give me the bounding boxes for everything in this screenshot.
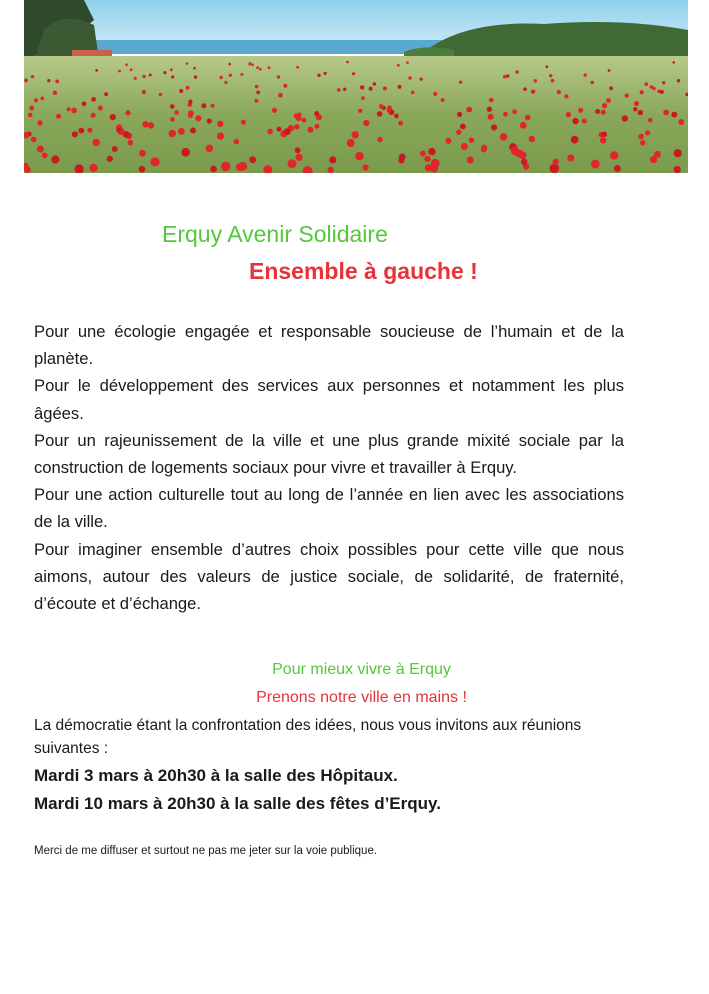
poppy-flower [506, 74, 509, 77]
invitation-text [34, 714, 594, 760]
poppy-flower [511, 147, 519, 155]
poppy-flower [602, 103, 607, 108]
poppy-flower [582, 119, 587, 124]
poppy-flower [531, 90, 535, 94]
poppy-flower [614, 165, 621, 172]
poppy-flower [51, 155, 59, 163]
poppy-flower [461, 143, 468, 150]
poppy-flower [516, 70, 519, 73]
poppy-flower [640, 140, 645, 145]
slogan-green: Pour mieux vivre à Erquy [272, 661, 451, 678]
program-paragraph: Pour imaginer ensemble d’autres choix possibles pour cette ville que nous aimons, autour des valeurs de justice sociale, de solidarité, de fraternité, d’écoute et d’échange. [34, 539, 624, 614]
poppy-flower [34, 98, 38, 102]
poppy-flower [430, 165, 438, 173]
poppy-flower [28, 113, 33, 118]
poppy-flower [249, 156, 256, 163]
poppy-flower [56, 114, 61, 119]
program-paragraph: Pour une écologie engagée et responsable soucieuse de l’humain et de la planète. [34, 322, 624, 369]
poppy-flower [358, 109, 362, 113]
poppy-flower [296, 66, 299, 69]
poppy-flower [294, 124, 299, 129]
poppy-flower [654, 151, 661, 158]
poppy-flower [383, 87, 387, 91]
poppy-flower [459, 81, 462, 84]
poppy-flower [255, 85, 259, 89]
poppy-flower [171, 75, 174, 78]
poppy-flower [602, 132, 608, 138]
poppy-flower [397, 64, 400, 67]
poppy-flower [488, 114, 494, 120]
poppy-field-photo [24, 0, 688, 173]
poppy-flower [369, 87, 373, 91]
poppy-flower [142, 75, 145, 78]
poppy-flower [420, 151, 426, 157]
poppy-flower [186, 62, 189, 65]
poppy-flower [220, 76, 223, 79]
poppy-flower [361, 96, 365, 100]
poppy-flower [441, 98, 445, 102]
poppy-flower [206, 145, 214, 153]
poppy-flower [467, 156, 474, 163]
poppy-flower [466, 107, 472, 113]
poppy-flower [170, 104, 175, 109]
poppy-flower [251, 63, 254, 66]
poppy-flower [420, 78, 423, 81]
poppy-flower [29, 106, 34, 111]
poppy-flower [549, 74, 552, 77]
poppy-flower [134, 77, 137, 80]
slogan-red: Prenons notre ville en mains ! [256, 689, 467, 706]
poppy-flower [67, 107, 71, 111]
poppy-flower [314, 124, 319, 129]
program-paragraph: Pour un rajeunissement de la ville et une plus grande mixité sociale par la construction de logements sociaux pour vivre et travailler à Erquy. [34, 430, 624, 478]
poppy-flower [578, 108, 583, 113]
poppy-flower [424, 156, 430, 162]
poppy-flower [328, 167, 334, 173]
poppy-flower [248, 63, 251, 66]
invitation-paragraph: La démocratie étant la confrontation des idées, nous vous invitons aux réunions suivantes : [34, 717, 582, 757]
poppy-flower [648, 118, 653, 123]
poppy-flower [240, 73, 243, 76]
poppy-flower [674, 149, 682, 157]
poppy-flower [308, 127, 314, 133]
poppy-flower [283, 84, 287, 88]
poppy-flower [42, 153, 48, 159]
poppy-flower [195, 115, 201, 121]
poppy-flower [186, 86, 190, 90]
poppy-flower [40, 97, 44, 101]
poppy-flower [567, 154, 574, 161]
poppy-flower [95, 69, 98, 72]
poppy-flower [644, 82, 648, 86]
poppy-flower [360, 85, 364, 89]
poppy-flower [460, 124, 466, 130]
poppy-flower [170, 117, 175, 122]
poppy-flower [188, 110, 194, 116]
poppy-flower [278, 93, 283, 98]
poppy-flower [398, 85, 402, 89]
poppy-flower [377, 137, 382, 142]
poppy-flower [534, 79, 538, 83]
poppy-flower [210, 166, 217, 173]
poppy-flower [457, 112, 462, 117]
poppy-flower [622, 115, 628, 121]
poppy-flower [521, 159, 527, 165]
poppy-flower [142, 121, 149, 128]
poppy-flower [408, 76, 411, 79]
poppy-flower [169, 130, 176, 137]
footer-note: Merci de me diffuser et surtout ne pas me jeter sur la voie publique. [34, 845, 378, 857]
poppy-flower [387, 109, 391, 113]
poppy-flower [399, 154, 406, 161]
poppy-flower [487, 107, 492, 112]
poppy-flower [190, 128, 196, 134]
poppy-flower [229, 74, 232, 77]
poppy-flower [78, 128, 84, 134]
poppy-flower [159, 93, 163, 97]
poppy-flower [53, 91, 57, 95]
poppy-flower [91, 113, 96, 118]
poppy-flower [238, 162, 247, 171]
poppy-flower [634, 101, 639, 106]
poppy-flower [142, 90, 146, 94]
meeting-date: Mardi 3 mars à 20h30 à la salle des Hôpitaux. [34, 766, 398, 785]
poppy-flower [672, 61, 675, 64]
poppy-flower [207, 119, 212, 124]
poppy-flower [428, 148, 435, 155]
poppy-flower [174, 110, 179, 115]
poppy-flower [71, 108, 77, 114]
poppy-flower [329, 156, 336, 163]
poppy-flower [277, 127, 282, 132]
poppy-flower [288, 159, 297, 168]
poppy-flower [347, 139, 355, 147]
poppy-flower [346, 61, 349, 64]
poppy-flower [224, 81, 227, 84]
poppy-flower [181, 148, 190, 157]
poppy-flower [677, 79, 680, 82]
poppy-flower [201, 103, 206, 108]
poppy-flower [406, 61, 409, 64]
poppy-flower [112, 146, 118, 152]
poppy-flower [571, 136, 579, 144]
poppy-flower [610, 151, 618, 159]
poppy-flower [139, 150, 146, 157]
poppy-flower [566, 112, 571, 117]
meeting-date: Mardi 10 mars à 20h30 à la salle des fêtes d’Erquy. [34, 794, 441, 813]
poppy-flower [550, 164, 560, 174]
poppy-flower [110, 114, 116, 120]
poppy-flower [662, 81, 665, 84]
organization-title: Erquy Avenir Solidaire [162, 221, 388, 247]
poppy-flower [188, 100, 192, 104]
poppy-flower [150, 157, 159, 166]
poppy-flower [379, 104, 384, 109]
poppy-flower [512, 109, 517, 114]
poppy-flower [31, 75, 34, 78]
poppy-flower [272, 108, 277, 113]
poppy-flower [355, 152, 363, 160]
poppy-flower [640, 90, 644, 94]
poppy-flower [72, 131, 78, 137]
poppy-flower [523, 87, 527, 91]
poppy-flower [411, 91, 415, 95]
poppy-flower [91, 97, 96, 102]
poppy-flower [118, 70, 121, 73]
poppy-flower [259, 68, 262, 71]
poppy-flower [500, 133, 508, 141]
poppy-flower [373, 82, 377, 86]
poppy-flower [595, 109, 600, 114]
poppy-flower [678, 119, 684, 125]
poppy-flower [545, 65, 548, 68]
poppy-flower [591, 160, 600, 169]
poppy-flower [671, 112, 677, 118]
poppy-flower [24, 79, 28, 83]
poppy-flower [525, 115, 531, 121]
poppy-flower [503, 75, 506, 78]
poppy-flower [47, 79, 50, 82]
poppy-flower [601, 110, 606, 115]
poppy-flower [638, 110, 643, 115]
poppy-flower [606, 98, 611, 103]
poppy-flower [660, 90, 664, 94]
poppy-flower [520, 122, 527, 129]
poppy-flower [37, 146, 44, 153]
poppy-flower [194, 75, 197, 78]
poppy-flower [317, 74, 320, 77]
poppy-flower [445, 138, 451, 144]
poppy-flower [82, 101, 87, 106]
poppy-flower [377, 111, 383, 117]
poppy-flower [433, 92, 437, 96]
poppy-flower [302, 118, 307, 123]
poppy-flower [481, 147, 487, 153]
poppy-flower [31, 137, 37, 143]
poppy-flower [234, 139, 239, 144]
poppy-flower [557, 90, 561, 94]
poppy-flower [256, 91, 260, 95]
poppy-flower [221, 162, 230, 171]
poppy-flower [149, 74, 152, 77]
poppy-flower [179, 89, 183, 93]
poppy-flower [489, 98, 494, 103]
poppy-flower [363, 120, 369, 126]
slogan-subtitle: Ensemble à gauche ! [249, 258, 478, 284]
poppy-flower [268, 66, 271, 69]
poppy-flower [398, 121, 403, 126]
poppy-flower [491, 124, 497, 130]
poppy-flower [324, 72, 327, 75]
poppy-flower [503, 112, 508, 117]
poppy-flower [104, 92, 108, 96]
poppy-flower [294, 113, 299, 118]
poppy-flower [178, 128, 185, 135]
poppy-flower [609, 86, 613, 90]
poppy-flower [469, 138, 474, 143]
poppy-flower [394, 114, 399, 119]
poppy-flower [277, 75, 280, 78]
poppy-flower [584, 73, 587, 76]
poppy-flower [217, 121, 223, 127]
poppy-flower [217, 133, 224, 140]
poppy-flower [600, 137, 606, 143]
poppy-flower [529, 136, 535, 142]
poppy-flower [295, 154, 302, 161]
poppy-flower [254, 99, 258, 103]
poppy-flower [170, 68, 173, 71]
poppy-flower [24, 166, 31, 173]
poppy-flower [625, 93, 629, 97]
hero-image [24, 0, 688, 173]
poppy-flower [284, 128, 291, 135]
poppy-flower [363, 164, 369, 170]
poppy-flower [352, 72, 355, 75]
poppy-flower [128, 140, 134, 146]
poppy-flower [211, 104, 215, 108]
poppy-flower [551, 79, 555, 83]
poppy-flower [564, 94, 568, 98]
poppy-flower [633, 107, 637, 111]
poppy-flower [645, 130, 650, 135]
poppy-flower [148, 122, 154, 128]
poppy-flower [125, 63, 128, 66]
poppy-flower [163, 71, 166, 74]
poppy-flower [37, 120, 42, 125]
poppy-flower [337, 88, 341, 92]
poppy-flower [456, 129, 461, 134]
poppy-flower [125, 110, 130, 115]
poppy-flower [295, 147, 301, 153]
poppy-flower [98, 106, 103, 111]
poppy-flower [314, 111, 319, 116]
program-paragraph: Pour une action culturelle tout au long de l’année en lien avec les associations de la ville. [34, 485, 624, 532]
poppy-flower [241, 120, 246, 125]
poppy-flower [553, 159, 559, 165]
poppy-flower [674, 166, 681, 173]
poppy-flower [650, 85, 654, 89]
program-paragraph: Pour le développement des services aux personnes et notamment les plus âgées. [34, 376, 624, 423]
poppy-flower [228, 63, 231, 66]
poppy-flower [130, 68, 133, 71]
poppy-flower [88, 128, 93, 133]
poppy-flower [267, 129, 273, 135]
poppy-flower [352, 131, 359, 138]
poppy-flower [55, 80, 59, 84]
poppy-flower [663, 110, 669, 116]
poppy-flower [638, 134, 644, 140]
poppy-flower [343, 88, 346, 91]
program-text [34, 318, 624, 617]
poppy-flower [90, 164, 98, 172]
poppy-flower [256, 66, 259, 69]
poppy-flower [193, 67, 196, 70]
poppy-flower [107, 156, 113, 162]
poppy-flower [116, 128, 121, 133]
poppy-flower [590, 81, 594, 85]
poppy-flower [608, 69, 611, 72]
poppy-flower [139, 166, 146, 173]
poppy-flower [572, 118, 578, 124]
poppy-flower [92, 139, 99, 146]
